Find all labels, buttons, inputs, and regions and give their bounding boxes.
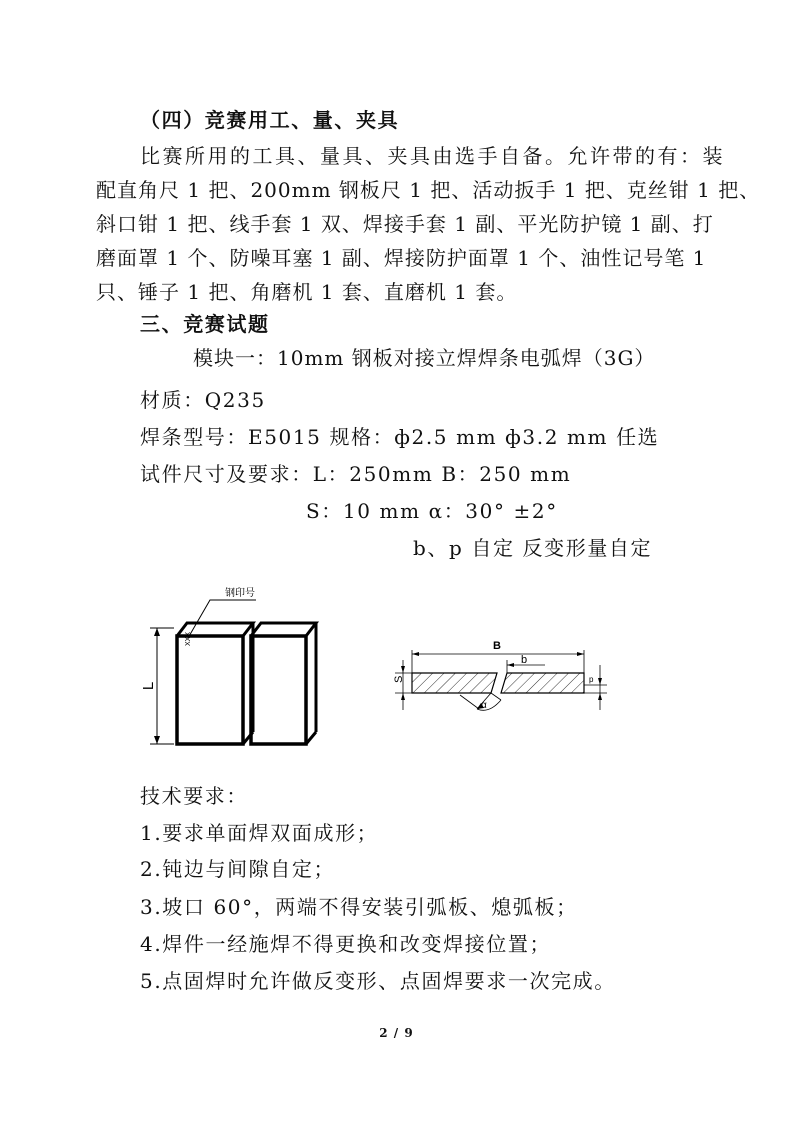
paragraph-line: 比赛所用的工具、量具、夹具由选手自备。允许带的有：装 bbox=[140, 144, 725, 168]
section-heading-exam: 三、竞赛试题 bbox=[140, 312, 270, 336]
dimension-label-p: p bbox=[589, 675, 594, 684]
plate-figure bbox=[140, 580, 340, 755]
right-plate-top bbox=[251, 623, 316, 636]
arrow-head bbox=[154, 736, 160, 744]
arrow-head bbox=[154, 628, 160, 636]
dimension-label-S: S bbox=[393, 675, 405, 683]
right-plate-front bbox=[251, 636, 306, 744]
material-line: 材质：Q235 bbox=[140, 388, 266, 412]
paragraph-line: 磨面罩 1 个、防噪耳塞 1 副、焊接防护面罩 1 个、油性记号笔 1 bbox=[96, 246, 707, 270]
section-heading-tools: （四）竞赛用工、量、夹具 bbox=[140, 108, 400, 132]
groove-section-figure bbox=[385, 630, 615, 725]
paragraph-line: 配直角尺 1 把、200mm 钢板尺 1 把、活动扳手 1 把、克丝钳 1 把、 bbox=[96, 178, 761, 202]
dimension-label-L: L bbox=[140, 681, 157, 691]
paragraph-line: 只、锤子 1 把、角磨机 1 套、直磨机 1 套。 bbox=[96, 280, 518, 304]
paragraph-line: 斜口钳 1 把、线手套 1 双、焊接手套 1 副、平光防护镜 1 副、打 bbox=[96, 212, 714, 236]
list-item: 5.点固焊时允许做反变形、点固焊要求一次完成。 bbox=[140, 969, 616, 993]
module-title: 模块一：10mm 钢板对接立焊焊条电弧焊（3G） bbox=[193, 346, 656, 370]
list-item: 2.钝边与间隙自定； bbox=[140, 857, 336, 881]
dimension-label-alpha: α bbox=[481, 700, 487, 711]
left-plate-front bbox=[177, 636, 243, 744]
dimension-label-b: b bbox=[521, 654, 528, 666]
list-item: 3.坡口 60°，两端不得安装引弧板、熄弧板； bbox=[140, 895, 578, 919]
size-line: 试件尺寸及要求：L：250mm B：250 mm bbox=[140, 462, 572, 486]
stamp-marks: XXX bbox=[185, 631, 192, 646]
list-item: 1.要求单面焊双面成形； bbox=[140, 821, 379, 845]
electrode-line: 焊条型号：E5015 规格：ф2.5 mm ф3.2 mm 任选 bbox=[140, 425, 660, 449]
dimension-label-B: B bbox=[493, 640, 501, 652]
right-plate-section bbox=[501, 673, 584, 693]
left-plate-section bbox=[412, 673, 497, 693]
size-line: b、p 自定 反变形量自定 bbox=[413, 536, 653, 560]
list-item: 4.焊件一经施焊不得更换和改变焊接位置； bbox=[140, 932, 552, 956]
size-line: S：10 mm α：30° ±2° bbox=[306, 499, 558, 523]
page-number: 2 / 9 bbox=[379, 1026, 414, 1040]
tech-requirements-title: 技术要求： bbox=[140, 784, 248, 808]
stamp-label: 钢印号 bbox=[225, 588, 255, 599]
